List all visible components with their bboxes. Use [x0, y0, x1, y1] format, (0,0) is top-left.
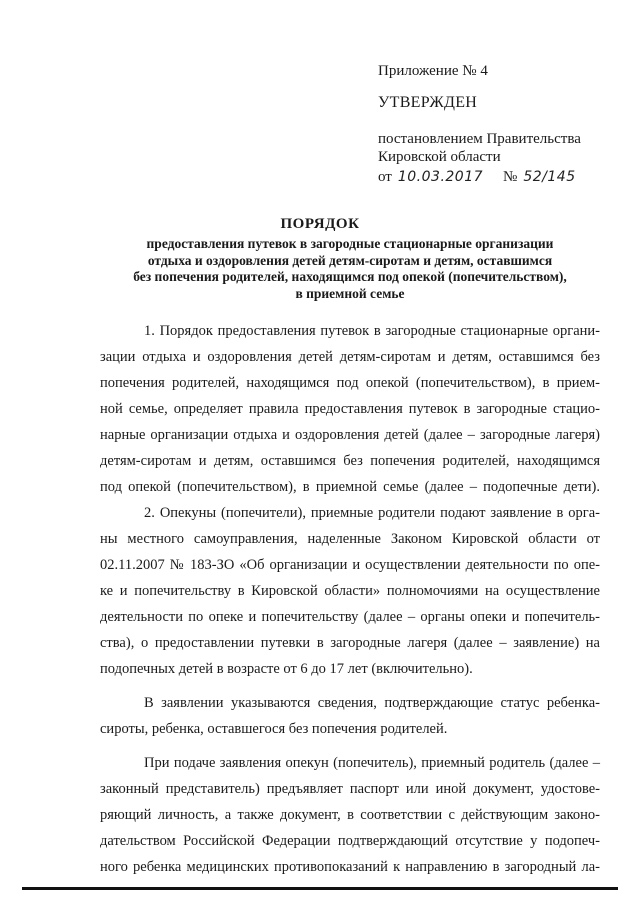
subtitle-line: в приемной семье — [295, 285, 405, 301]
date-prefix: от — [378, 169, 392, 185]
appendix-label: Приложение № 4 — [378, 63, 488, 79]
number-prefix: № — [503, 169, 518, 185]
paragraph-1 — [100, 318, 600, 500]
text-line: зации отдыха и оздоровления детей детям-сиротам и детям, оставшимся без — [100, 349, 600, 365]
text-line: 2. Опекуны (попечители), приемные родители подают заявление в орга- — [144, 505, 600, 521]
text-line: дательством Российской Федерации подтверждающий отсутствие у подопеч- — [100, 833, 600, 849]
decree-label: постановлением Правительства — [378, 131, 581, 147]
text-line: детям-сиротам и детям, оставшимся без попечения родителей, находящимся — [100, 453, 600, 469]
text-line: ной семье, определяет правила предоставления путевок в загородные стацио- — [100, 401, 600, 417]
subtitle-line: без попечения родителей, находящимся под опекой (попечительством), — [133, 269, 567, 284]
paragraph-4 — [100, 750, 600, 880]
text-line: ряющий личность, а также документ, в соответствии с действующим законо- — [100, 807, 600, 823]
text-line: ного ребенка медицинских противопоказаний к направлению в загородный ла- — [100, 859, 600, 875]
text-line: деятельности по опеке и попечительству (далее – органы опеки и попечитель- — [100, 609, 600, 625]
text-line: подопечных детей в возрасте от 6 до 17 лет (включительно). — [100, 661, 473, 677]
document-body — [100, 318, 600, 880]
bottom-rule — [22, 887, 618, 890]
document-title: ПОРЯДОК — [280, 216, 360, 232]
text-line: ны местного самоуправления, наделенные Законом Кировской области от — [100, 531, 600, 547]
document-subtitle — [100, 236, 600, 302]
handwritten-date: 10.03.2017 — [397, 169, 484, 185]
text-line: попечения родителей, находящимся под опекой (попечительством), в прием- — [100, 375, 600, 391]
region-label: Кировской области — [378, 149, 501, 165]
approved-label: УТВЕРЖДЕН — [378, 94, 478, 111]
text-line: сироты, ребенка, оставшегося без попечения родителей. — [100, 721, 448, 737]
date-number-line — [378, 168, 618, 186]
paragraph-3 — [100, 690, 600, 742]
approval-block — [378, 62, 618, 186]
text-line: под опекой (попечительством), в приемной семье (далее – подопечные дети). — [100, 479, 600, 495]
text-line: 02.11.2007 № 183-ЗО «Об организации и осуществлении деятельности по опе- — [100, 557, 600, 573]
text-line: ке и попечительству в Кировской области» полномочиями на осуществление — [100, 583, 600, 599]
text-line: 1. Порядок предоставления путевок в загородные стационарные органи- — [144, 323, 600, 339]
text-line: нарные организации отдыха и оздоровления детей (далее – загородные лагеря) — [100, 427, 600, 443]
text-line: В заявлении указываются сведения, подтверждающие статус ребенка- — [144, 695, 600, 711]
subtitle-line: отдыха и оздоровления детей детям-сиротам и детям, оставшимся — [147, 252, 553, 268]
subtitle-line: предоставления путевок в загородные стационарные организации — [146, 236, 554, 251]
text-line: ства), о предоставлении путевки в загородные лагеря (далее – заявление) на — [100, 635, 600, 651]
text-line: законный представитель) предъявляет паспорт или иной документ, удостове- — [100, 781, 600, 797]
paragraph-2 — [100, 500, 600, 682]
handwritten-number: 52/145 — [523, 169, 576, 185]
text-line: При подаче заявления опекун (попечитель), приемный родитель (далее – — [144, 755, 600, 771]
